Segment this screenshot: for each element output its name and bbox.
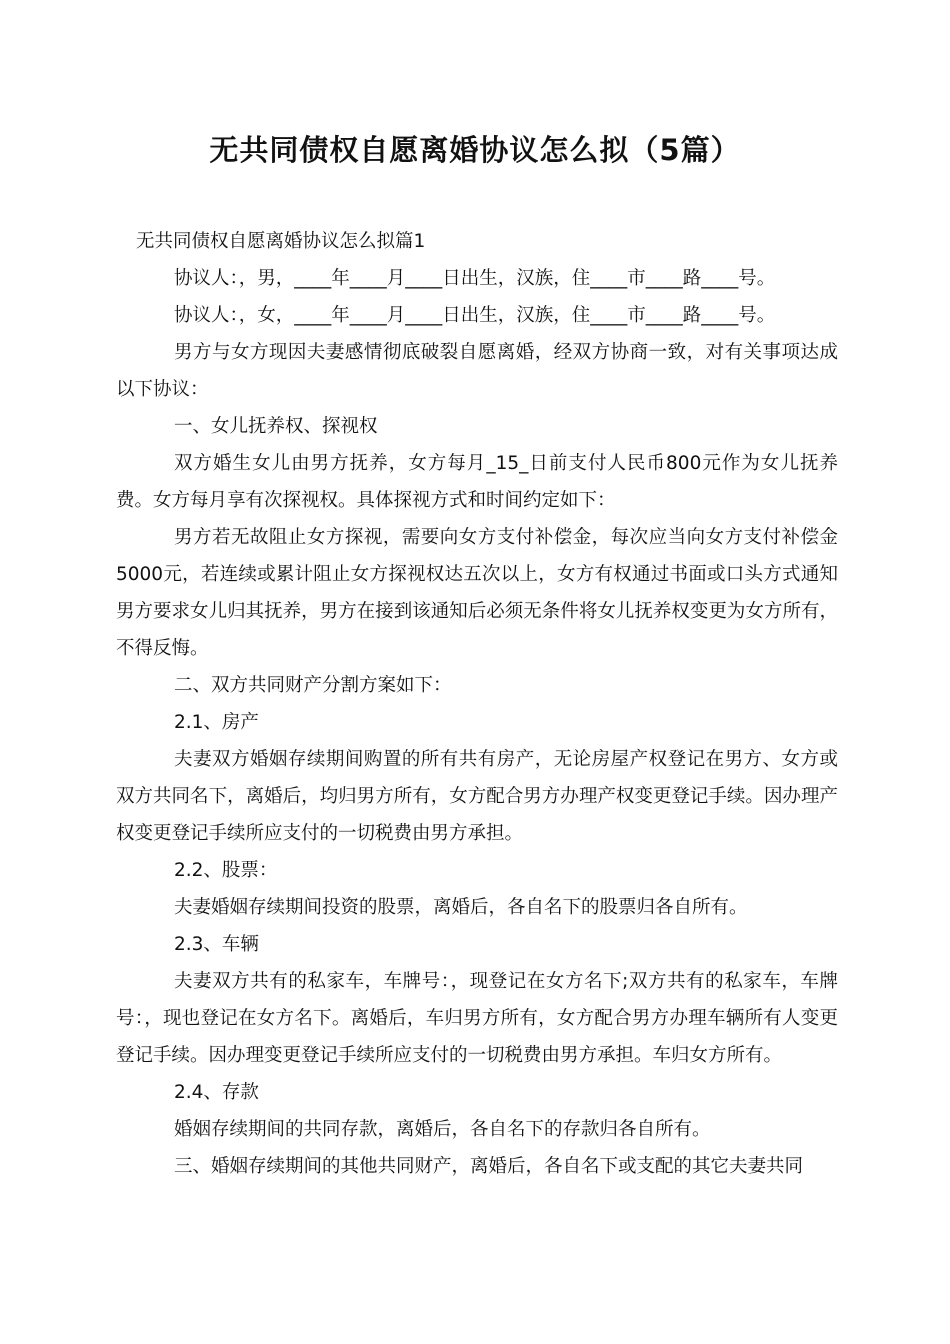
paragraph: 夫妻婚姻存续期间投资的股票，离婚后，各自名下的股票归各自所有。 (174, 897, 748, 918)
sub-clause-heading: 2.2、股票： (174, 860, 278, 881)
document-body (116, 223, 838, 1185)
paragraph: 男方若无故阻止女方探视，需要向女方支付补偿金，每次应当向女方支付补偿金5000元，若连续或累计阻止女方探视权达五次以上，女方有权通过书面或口头方式通知男方要求女儿归其抚养，男方在接到该通知后必须无条件将女儿抚养权变更为女方所有，不得反悔。 (116, 527, 838, 659)
paragraph: 婚姻存续期间的共同存款，离婚后，各自名下的存款归各自所有。 (174, 1119, 711, 1140)
paragraph: 夫妻双方共有的私家车，车牌号：，现登记在女方名下;双方共有的私家车，车牌号：，现也登记在女方名下。离婚后，车归男方所有，女方配合男方办理车辆所有人变更登记手续。因办理变更登记手续所应支付的一切税费由男方承担。车归女方所有。 (116, 971, 838, 1066)
sub-clause-heading: 2.4、存款 (174, 1082, 259, 1103)
party-female-line: 协议人：，女，____年____月____日出生，汉族，住____市____路____号。 (174, 305, 776, 326)
paragraph: 双方婚生女儿由男方抚养，女方每月_15_日前支付人民币800元作为女儿抚养费。女方每月享有次探视权。具体探视方式和时间约定如下： (116, 453, 838, 511)
sub-clause-heading: 2.1、房产 (174, 712, 259, 733)
paragraph: 夫妻双方婚姻存续期间购置的所有共有房产，无论房屋产权登记在男方、女方或双方共同名下，离婚后，均归男方所有，女方配合男方办理产权变更登记手续。因办理产权变更登记手续所应支付的一切税费由男方承担。 (116, 749, 838, 844)
clause-heading: 一、女儿抚养权、探视权 (174, 416, 378, 437)
party-male-line: 协议人：，男，____年____月____日出生，汉族，住____市____路____号。 (174, 268, 776, 289)
document-title: 无共同债权自愿离婚协议怎么拟（5篇） (209, 133, 741, 167)
clause-heading: 三、婚姻存续期间的其他共同财产，离婚后，各自名下或支配的其它夫妻共同 (174, 1156, 804, 1177)
sub-clause-heading: 2.3、车辆 (174, 934, 259, 955)
clause-heading: 二、双方共同财产分割方案如下： (174, 675, 452, 696)
paragraph: 男方与女方现因夫妻感情彻底破裂自愿离婚，经双方协商一致，对有关事项达成以下协议： (116, 342, 838, 400)
section-heading: 无共同债权自愿离婚协议怎么拟篇1 (136, 231, 426, 252)
